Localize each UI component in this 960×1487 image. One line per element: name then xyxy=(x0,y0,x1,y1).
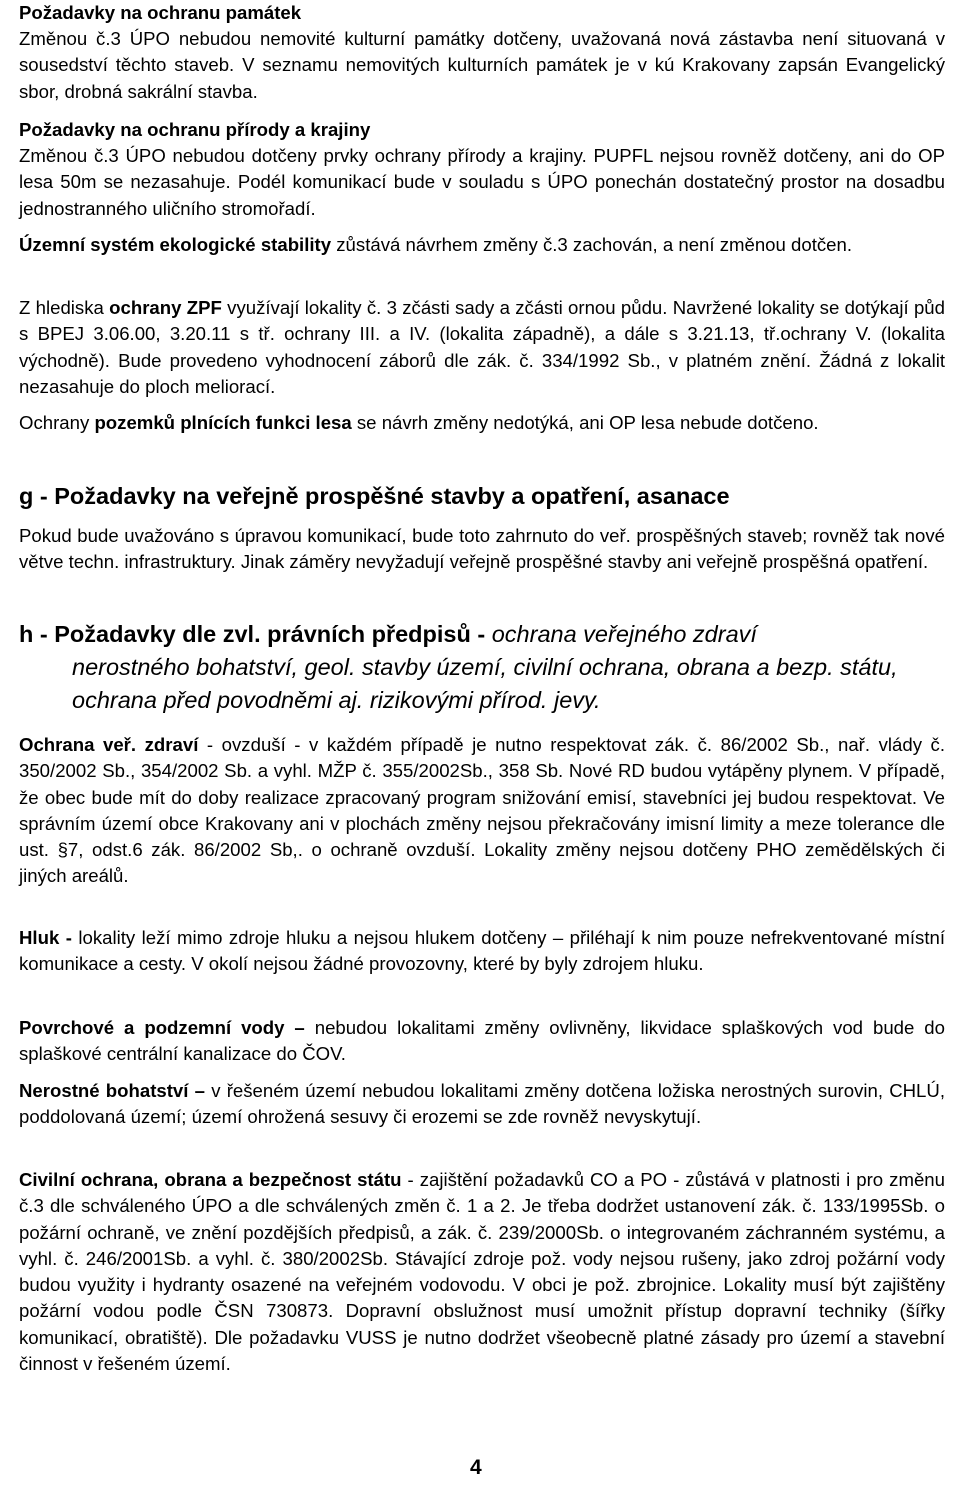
heading-g: g - Požadavky na veřejně prospěšné stavby a opatření, asanace xyxy=(19,483,730,509)
section-priroda xyxy=(19,117,945,222)
paragraph-zdravi: Ochrana veř. zdraví - ovzduší - v každém případě je nutno respektovat zák. č. 86/2002 Sb., nař. vlády č. 350/2002 Sb., 354/2002 Sb. a vyhl. MŽP č. 355/2002Sb., 358 Sb. Nové RD budou vytápěny plynem. V případě, že obec bude mít do doby realizace zpracovaný program snižování emisí, stavebníci jej budou respektovat. Ve správním území obce Krakovany ani v plochách změny nejsou překračovány imisní limity a meze tolerance dle ust. §7, odst.6 zák. 86/2002 Sb,. o ochraně ovzduší. Lokality změny nejsou dotčeny PHO zemědělských či jiných areálů. xyxy=(19,734,946,887)
paragraph-civil: Civilní ochrana, obrana a bezpečnost státu - zajištění požadavků CO a PO - zůstává v platnosti i pro změnu č.3 dle schváleného ÚPO a dle schválených změn č. 1 a 2. Je třeba dodržet ustanovení zák. č. 133/1995Sb. o požární ochraně, ve znění pozdějších předpisů, a zák. č. 239/2000Sb. o integrovaném záchranném systému, a vyhl. č. 246/2001Sb. a vyhl. č. 380/2002Sb. Stávající zdroje pož. vody nejsou rušeny, jako zdroj požární vody budou využity i hydranty osazené na veřejném vodovodu. V obci je pož. zbrojnice. Lokality musí být zajištěny požární vodou podle ČSN 730873. Dopravní obslužnost musí umožnit přístup dopravní techniky (šířky komunikací, obratiště). Dle požadavku VUSS je nutno dodržet všeobecně platné zásady pro území a stavební činnost v řešeném území. xyxy=(19,1169,945,1375)
paragraph-uses: Územní systém ekologické stability zůstává návrhem změny č.3 zachován, a není změnou dotčen. xyxy=(19,234,853,255)
paragraph-hluk: Hluk - lokality leží mimo zdroje hluku a nejsou hlukem dotčeny – přiléhají k nim pouze nefrekventované místní komunikace a cesty. V okolí nejsou žádné provozovny, které by byly zdrojem hluku. xyxy=(19,927,945,975)
heading-pamatky: Požadavky na ochranu památek xyxy=(19,2,302,23)
section-pamatky xyxy=(19,0,945,105)
text-pamatky: Změnou č.3 ÚPO nebudou nemovité kulturní památky dotčeny, uvažovaná nová zástavba není situovaná v sousedství těchto staveb. V seznamu nemovitých kulturních památek je v kú Krakovany zapsán Evangelický sbor, drobná sakrální stavba. xyxy=(19,28,945,102)
uses-label: Územní systém ekologické stability xyxy=(19,234,332,255)
page-number: 4 xyxy=(470,1456,482,1479)
text-priroda: Změnou č.3 ÚPO nebudou dotčeny prvky ochrany přírody a krajiny. PUPFL nejsou rovněž dotčeny, ani do OP lesa 50m se nezasahuje. Podél komunikací bude v souladu s ÚPO ponechán dostatečný prostor na dosadbu jednostranného uličního stromořadí. xyxy=(19,145,945,219)
paragraph-zpf: Z hlediska ochrany ZPF využívají lokality č. 3 zčásti sady a zčásti ornou půdu. Navržené lokality se dotýkají půd s BPEJ 3.06.00, 3.20.11 s tř. ochrany III. a IV. (lokalita západně), a dále s 3.21.13, tř.ochrany V. (lokalita východně). Bude provedeno vyhodnocení záborů dle zák. č. 334/1992 Sb., v platném znění. Žádná z lokalit nezasahuje do ploch meliorací. xyxy=(19,297,945,397)
heading-h: h - Požadavky dle zvl. právních předpisů - ochrana veřejného zdraví nerostného bohatství, geol. stavby území, civilní ochrana, obrana a bezp. státu, ochrana před povodněmi aj. rizikovými přírod. jevy. xyxy=(19,621,898,713)
paragraph-vody: Povrchové a podzemní vody – nebudou lokalitami změny ovlivněny, likvidace splaškových vod bude do splaškové centrální kanalizace do ČOV. xyxy=(19,1017,945,1065)
paragraph-nerost: Nerostné bohatství – v řešeném území nebudou lokalitami změny dotčena ložiska nerostných surovin, CHLÚ, poddolovaná území; území ohrožená sesuvy či erozemi se zde rovněž nevyskytují. xyxy=(19,1080,945,1128)
heading-priroda: Požadavky na ochranu přírody a krajiny xyxy=(19,119,371,140)
paragraph-les: Ochrany pozemků plnících funkci lesa se návrh změny nedotýká, ani OP lesa nebude dotčeno. xyxy=(19,412,819,433)
text-g: Pokud bude uvažováno s úpravou komunikací, bude toto zahrnuto do veř. prospěšných staveb; rovněž tak nové větve techn. infrastruktury. Jinak záměry nevyžadují veřejně prospěšné stavby ani veřejně prospěšná opatření. xyxy=(19,525,945,573)
